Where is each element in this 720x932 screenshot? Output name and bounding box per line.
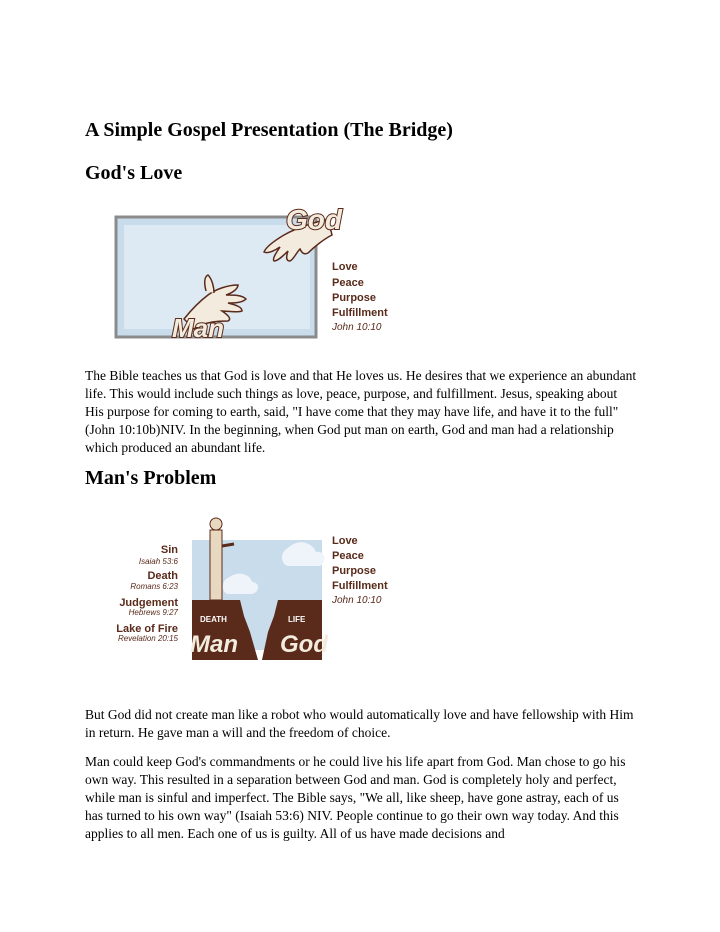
mans-problem-illustration xyxy=(88,508,408,678)
god-label: God xyxy=(280,631,328,658)
page-title: A Simple Gospel Presentation (The Bridge) xyxy=(85,119,453,141)
fulfillment-label: Fulfillment xyxy=(332,580,388,592)
love-label: Love xyxy=(332,261,358,273)
peace-label: Peace xyxy=(332,277,364,289)
judgement-label: Judgement xyxy=(119,597,178,609)
gods-love-illustration xyxy=(88,197,408,347)
man-label: Man xyxy=(190,631,238,658)
god-label: God xyxy=(286,204,342,235)
peace-label: Peace xyxy=(332,550,364,562)
life-label: LIFE xyxy=(288,615,306,624)
lake-of-fire-ref: Revelation 20:15 xyxy=(117,634,178,643)
death-chasm-label: DEATH xyxy=(200,615,227,624)
sin-ref: Isaiah 53:6 xyxy=(138,557,178,566)
john-reference: John 10:10 xyxy=(332,322,382,333)
purpose-label: Purpose xyxy=(332,565,377,577)
free-will-paragraph: But God did not create man like a robot who would automatically love and have fellowship with Him in return. He gave man a will and the freedom of choice. xyxy=(85,707,634,740)
purpose-label: Purpose xyxy=(332,292,377,304)
separation-paragraph: Man could keep God's commandments or he could live his life apart from God. Man chose to go his own way. This resulted in a separation between God and man. God is completely holy and perfect, while man is sinful and imperfect. The Bible says, "We all, like sheep, have gone astray, each of us has turned to his own way" (Isaiah 53:6) NIV. People continue to go their own way today. And this applies to all men. Each one of us is guilty. All of us have made decisions and xyxy=(85,754,626,841)
death-label: Death xyxy=(147,570,178,582)
man-label: Man xyxy=(172,313,224,343)
mans-problem-diagram xyxy=(88,508,408,678)
lake-of-fire-label: Lake of Fire xyxy=(116,623,178,635)
love-label: Love xyxy=(332,535,358,547)
death-ref: Romans 6:23 xyxy=(130,582,178,591)
fulfillment-label: Fulfillment xyxy=(332,307,388,319)
gods-love-diagram xyxy=(88,197,408,347)
john-reference: John 10:10 xyxy=(332,595,382,606)
section-heading-mans-problem: Man's Problem xyxy=(85,467,217,489)
section-heading-gods-love: God's Love xyxy=(85,162,183,184)
gods-love-paragraph: The Bible teaches us that God is love and that He loves us. He desires that we experience an abundant life. This would include such things as love, peace, purpose, and fulfillment. Jesus, speaking about His purpose for coming to earth, said, "I have come that they may have life, and have it to the full" (John 10:10b)NIV. In the beginning, when God put man on earth, God and man had a relationship which produced an abundant life. xyxy=(85,368,637,455)
sin-label: Sin xyxy=(160,544,178,556)
judgement-ref: Hebrews 9:27 xyxy=(128,608,178,617)
